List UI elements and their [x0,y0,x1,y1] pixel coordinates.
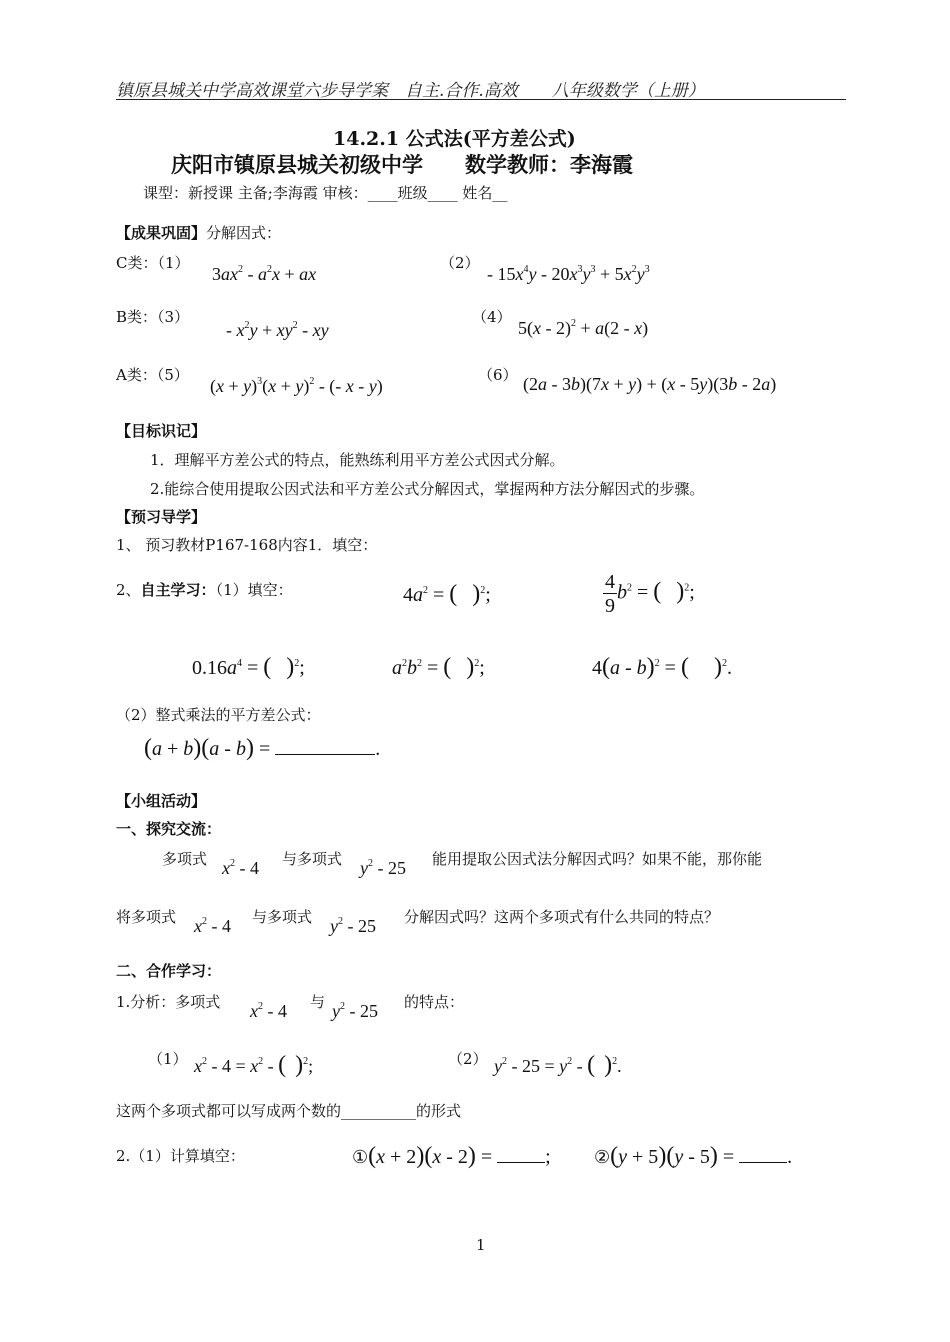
explore-text-1c: 能用提取公因式法分解因式吗？如果不能，那你能 [432,850,763,868]
goal-item-1: 1．理解平方差公式的特点，能熟练利用平方差公式因式分解。 [150,451,565,469]
expr-y2-25: $y^2 - 25$ [360,858,406,878]
goal-item-2: 2.能综合使用提取公因式法和平方差公式分解因式，掌握两种方法分解因式的步骤。 [150,480,705,498]
expr-y2-25-c: $y^2 - 25$ [332,1001,378,1021]
difference-of-squares-blank: (a + b)(a - b) = . [144,735,381,761]
analysis-text-a: 1.分析：多项式 [116,993,221,1011]
analysis-text-b: 与 [310,993,326,1011]
analysis-item-2-expr: $y^2 - 25 = y^2$ - ( )$^2$. [494,1052,622,1078]
fill-blank-016a4: $0.16a^4$ = ( )$^2$; [192,654,305,680]
analysis-item-2-label: （2） [448,1050,488,1068]
group-heading: 【小组活动】 [116,792,207,810]
preview-item-2-rest: （1）填空： [215,581,293,599]
preview-item-1: 1、 预习教材P167-168内容1．填空： [116,536,378,554]
results-section [116,222,281,243]
results-heading: 【成果巩固】 [116,224,207,242]
calc-expr-2: ②(y + 5)(y - 5) = . [594,1143,793,1169]
preview-sub-2: （2）整式乘法的平方差公式： [116,706,321,724]
explore-heading: 一、探究交流： [116,820,222,838]
analysis-item-1-label: （1） [148,1050,188,1068]
expr-x2-4-c: $x^2 - 4$ [250,1001,287,1021]
lesson-title: 14.2.1 公式法(平方差公式) [333,128,576,150]
problem-4-expr: 5(x - 2)$^2$ + a(2 - x) [518,318,649,338]
problem-3-expr: - $x^2y + xy^2$ - xy [226,320,329,340]
page-header: 镇原县城关中学高效课堂六步导学案 自主.合作.高效 八年级数学（上册） [116,81,705,101]
expr-x2-4-b: $x^2 - 4$ [194,916,231,936]
self-study-label: 自主学习： [140,581,216,599]
problem-2-expr: - $15x^4y - 20x^3y^3 + 5x^2y^3$ [487,264,650,284]
problem-5-label: A类：（5） [116,366,189,384]
problem-1-expr: $3ax^2 - a^2x$ + ax [212,264,317,284]
analysis-item-1-expr: $x^2 - 4 = x^2$ - ( )$^2$; [194,1052,314,1078]
preview-item-2 [116,579,293,600]
explore-text-2b: 与多项式 [252,908,313,926]
page-number: 1 [476,1236,486,1254]
fraction-4-9: $\frac{4}{9}$ [605,571,615,617]
calc-label: 2.（1）计算填空： [116,1147,245,1165]
preview-heading: 【预习导学】 [116,508,207,526]
results-instruction: 分解因式： [206,224,282,242]
analysis-text-c: 的特点： [404,993,465,1011]
header-rule [116,99,846,100]
problem-1-label: C类：（1） [116,254,190,272]
author-line: 庆阳市镇原县城关初级中学 数学教师：李海霞 [171,152,633,177]
problem-3-label: B类：（3） [116,308,190,326]
problem-2-label: （2） [440,254,480,272]
explore-text-2c: 分解因式吗？这两个多项式有什么共同的特点？ [404,908,720,926]
goals-heading: 【目标识记】 [116,422,207,440]
explore-text-2a: 将多项式 [116,908,177,926]
coop-heading: 二、合作学习： [116,962,222,980]
calc-expr-1: ①(x + 2)(x - 2) = ; [352,1143,551,1169]
fill-blank-frac: $\frac{4}{9}$ $b^2$ = ( )$^2$; [605,571,695,617]
explore-text-1b: 与多项式 [282,850,343,868]
problem-4-label: （4） [472,308,512,326]
course-info: 课型：新授课 主备;李海霞 审核：____班级____ 姓名__ [143,184,508,202]
problem-6-label: （6） [478,366,518,384]
preview-item-2-prefix: 2、 [116,581,141,599]
two-numbers-text: 这两个多项式都可以写成两个数的__________的形式 [116,1102,462,1120]
expr-x2-4: $x^2 - 4$ [222,858,259,878]
problem-6-expr: (2a - 3b)(7x + y) + (x - 5y)(3b - 2a) [523,374,777,394]
fill-blank-a2b2: $a^2b^2$ = ( )$^2$; [392,654,485,680]
fill-blank-4a2: $4a^2$ = ( )$^2$; [403,581,491,607]
fill-blank-4ab: 4(a - b)$^2$ = ( )$^2$. [592,654,732,680]
problem-5-expr: $(x + y)^3(x + y)^2$ - (- x - y) [210,376,383,396]
explore-text-1a: 多项式 [162,850,208,868]
expr-y2-25-b: $y^2 - 25$ [330,916,376,936]
